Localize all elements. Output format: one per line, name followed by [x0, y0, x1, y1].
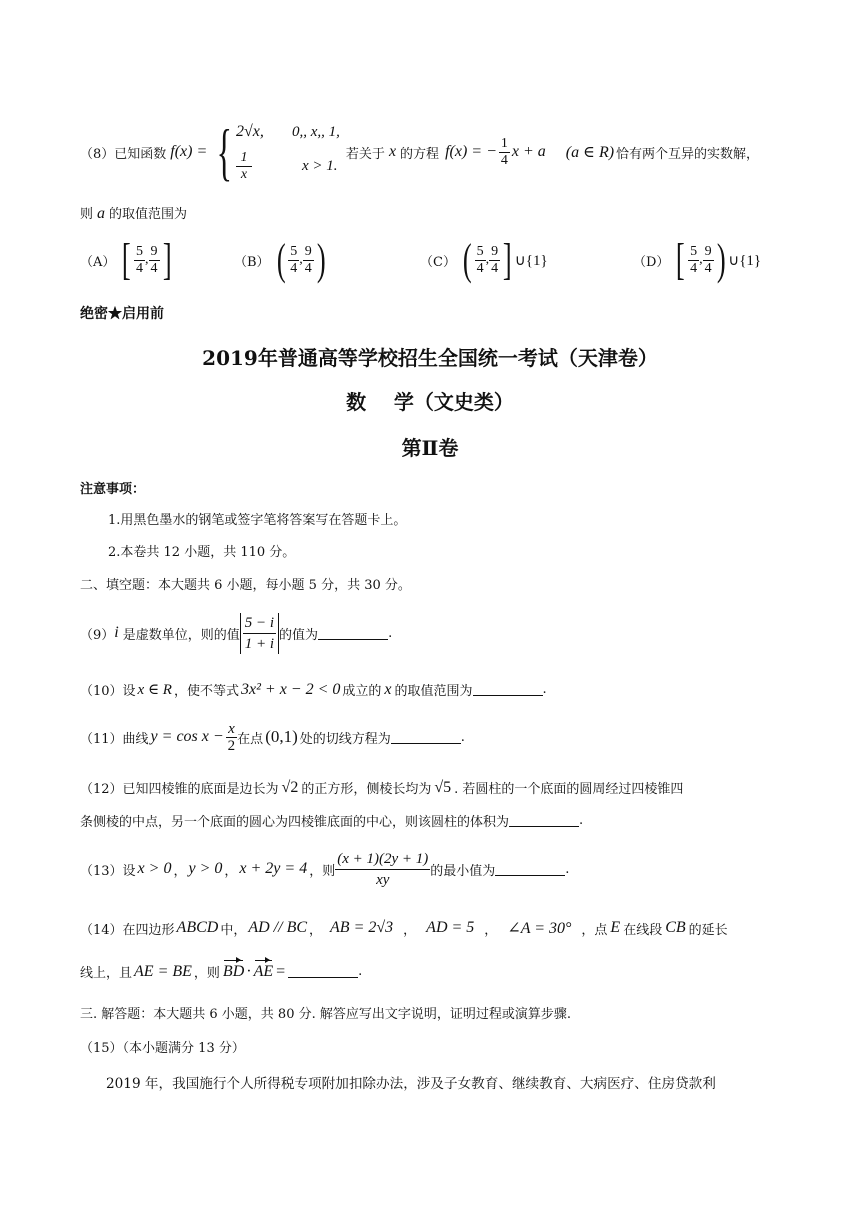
notes-heading: 注意事项： — [80, 482, 146, 497]
volume-title: 第Ⅱ卷 — [401, 436, 459, 460]
q14-line2: 线上，且 AE = BE ，则 BD · AE = . — [80, 962, 363, 981]
q9: （9） i 是虚数单位，则的值 $\frac{5 - i}{1 + i}$ 的值为 . — [80, 614, 393, 652]
notes-item-2: 2.本卷共 12 小题，共 110 分。 — [108, 545, 296, 560]
q8-mid: 若关于 — [345, 146, 385, 162]
q13: （13）设 x > 0 ， y > 0 ， x + 2y = 4 ，则 $\frac{(x + 1)(2y + 1)}{xy}$ 的最小值为 . — [80, 850, 570, 888]
q8-eq-rhs: x + a — [511, 143, 546, 160]
q8-option-d[interactable]: （D） [ $\frac{5}{4}$ , $\frac{9}{4}$ ) ∪{1} — [633, 235, 762, 284]
q8-case2-frac: $\frac{1}{x}$ — [236, 150, 280, 183]
q8-var-x: x — [388, 143, 397, 160]
q8-option-c[interactable]: （C） ( $\frac{5}{4}$ , $\frac{9}{4}$ ] ∪{1} — [420, 235, 548, 284]
q9-answer-blank[interactable] — [318, 627, 388, 640]
q10: （10）设 x ∈ R ，使不等式 3x² + x − 2 < 0 成立的 x 的取值范围为 . — [80, 680, 547, 699]
q12-line2: 条侧棱的中点，另一个底面的圆心为四棱锥底面的中心，则该圆柱的体积为 . — [80, 813, 584, 830]
q8-eq-frac: $\frac{1}{4}$ — [500, 135, 508, 168]
q8-line2-var: a — [97, 205, 106, 222]
q9-abs-frac: $\frac{5 - i}{1 + i}$ — [240, 613, 279, 654]
vector-bd: BD — [222, 962, 245, 980]
q12-answer-blank[interactable] — [509, 814, 579, 827]
section-2-heading: 二、填空题：本大题共 6 小题，每小题 5 分，共 30 分。 — [80, 578, 411, 593]
q8-cond: (a ∈ R) — [565, 144, 615, 161]
q10-answer-blank[interactable] — [473, 683, 543, 696]
q11: （11）曲线 y = cos x − $\frac{x}{2}$ 在点 (0,1) 处的切线方程为 . — [80, 720, 465, 754]
q14-answer-blank[interactable] — [288, 965, 358, 978]
q8-option-a[interactable]: （A） [ $\frac{5}{4}$ , $\frac{9}{4}$ ] — [80, 235, 172, 284]
q8-prefix: （8）已知函数 — [80, 146, 167, 162]
q8-eq-lhs: f(x) = − — [445, 143, 497, 160]
q15-line1: 2019 年，我国施行个人所得税专项附加扣除办法，涉及子女教育、继续教育、大病医疗、住房贷款利 — [106, 1076, 716, 1092]
q8-option-b[interactable]: （B） ( $\frac{5}{4}$ , $\frac{9}{4}$ ) — [234, 235, 326, 284]
q12-line1: （12）已知四棱锥的底面是边长为 √2 的正方形，侧棱长均为 √5 . 若圆柱的一个底面的圆周经过四棱锥四 — [80, 778, 684, 797]
q8-case2-cond: x > 1. — [302, 157, 338, 174]
q8-case1-cond: 0,, x,, 1, — [292, 123, 340, 140]
q8-func: f(x) = — [170, 143, 208, 160]
q8-piecewise: { 2√x, 0,, x,, 1, $\frac{1}{x}$ x > 1. — [216, 116, 340, 187]
q13-answer-blank[interactable] — [495, 863, 565, 876]
q8-line2: 则 a 的取值范围为 — [80, 205, 188, 222]
q8-suffix: 恰有两个互异的实数解， — [616, 146, 760, 162]
q8-line1 — [80, 114, 759, 190]
q8-case1-expr: 2√x, — [236, 123, 264, 140]
subject-title: 数 学（文史类） — [346, 390, 514, 414]
q15-heading: （15）（本小题满分 13 分） — [80, 1041, 245, 1056]
secret-label: 绝密★启用前 — [80, 306, 164, 322]
notes-item-1: 1.用黑色墨水的钢笔或签字笔将答案写在答题卡上。 — [108, 513, 407, 528]
section-3-heading: 三. 解答题：本大题共 6 小题，共 80 分. 解答应写出文字说明，证明过程或演算步骤. — [80, 1007, 572, 1022]
q11-answer-blank[interactable] — [391, 731, 461, 744]
q14-line1: （14）在四边形 ABCD 中， AD // BC ， AB = 2√3 ， AD = 5 ， ∠A = 30° ，点 E 在线段 CB 的延长 — [80, 919, 728, 938]
vector-ae: AE — [253, 962, 274, 980]
q8-eq-text: 的方程 — [400, 146, 440, 162]
exam-title: 2019年普通高等学校招生全国统一考试（天津卷） — [202, 346, 658, 370]
